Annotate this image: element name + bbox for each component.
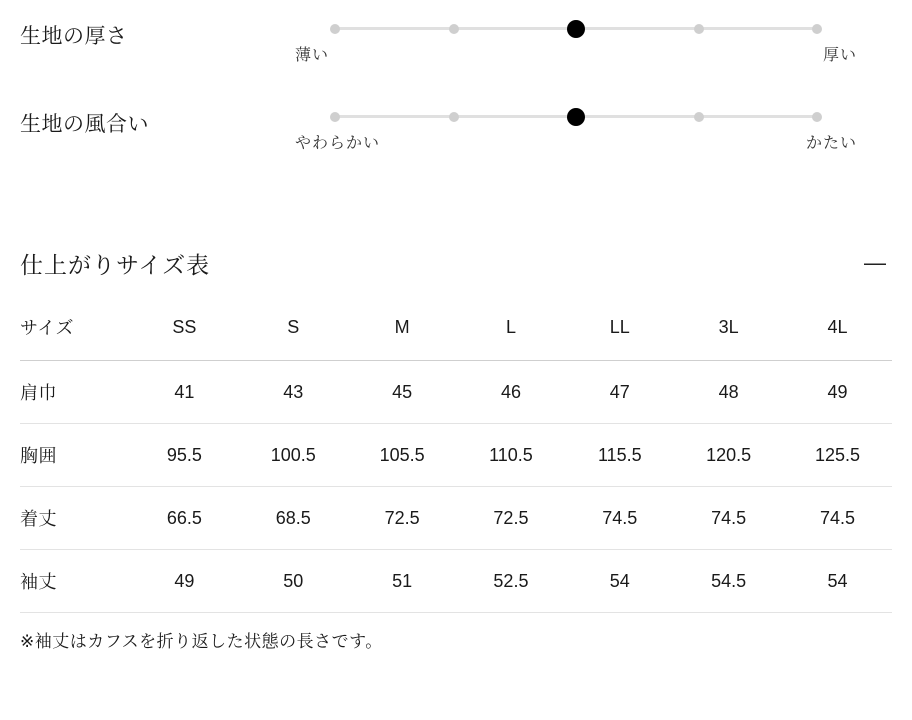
column-header: 3L: [674, 308, 783, 361]
table-header-row: [20, 308, 892, 361]
table-cell: 74.5: [674, 487, 783, 550]
scale-right-label: 厚い: [822, 47, 857, 64]
scale-dot: [330, 24, 340, 34]
table-cell: 43: [239, 361, 348, 424]
scale-dot: [330, 112, 340, 122]
table-cell: 50: [239, 550, 348, 613]
table-cell: 54.5: [674, 550, 783, 613]
scale-dots: [330, 106, 822, 127]
scale-dot: [812, 24, 822, 34]
scale-dot-active: [567, 108, 585, 126]
table-cell: 49: [130, 550, 239, 613]
table-row: [20, 424, 892, 487]
table-cell: 72.5: [348, 487, 457, 550]
table-cell: 100.5: [239, 424, 348, 487]
scale-dot: [449, 24, 459, 34]
size-table-note: ※袖丈はカフスを折り返した状態の長さです。: [20, 632, 383, 651]
row-header: 袖丈: [20, 550, 130, 613]
attribute-label: 生地の風合い: [20, 113, 149, 136]
attribute-label: 生地の厚さ: [20, 25, 128, 48]
scale-right-label: かたい: [805, 135, 857, 152]
row-header: 胸囲: [20, 424, 130, 487]
scale-dot-active: [567, 20, 585, 38]
table-row: [20, 550, 892, 613]
table-body: [20, 361, 892, 613]
table-cell: 41: [130, 361, 239, 424]
column-header: M: [348, 308, 457, 361]
column-header: S: [239, 308, 348, 361]
scale-dot: [694, 112, 704, 122]
scale-endpoints: [295, 130, 857, 153]
table-cell: 74.5: [565, 487, 674, 550]
scale-left-label: 薄い: [295, 47, 330, 64]
column-header: 4L: [783, 308, 892, 361]
scale-dot: [694, 24, 704, 34]
table-cell: 54: [783, 550, 892, 613]
scale-endpoints: [295, 42, 857, 65]
scale-left-label: やわらかい: [295, 135, 381, 152]
table-cell: 48: [674, 361, 783, 424]
table-cell: 125.5: [783, 424, 892, 487]
table-cell: 110.5: [457, 424, 566, 487]
table-row: [20, 487, 892, 550]
row-header: 着丈: [20, 487, 130, 550]
table-cell: 72.5: [457, 487, 566, 550]
collapse-minus-icon[interactable]: —: [864, 250, 886, 275]
table-cell: 52.5: [457, 550, 566, 613]
attribute-scale: [330, 106, 822, 128]
table-cell: 120.5: [674, 424, 783, 487]
column-header: LL: [565, 308, 674, 361]
table-header: [20, 308, 892, 361]
table-cell: 47: [565, 361, 674, 424]
table-cell: 68.5: [239, 487, 348, 550]
table-cell: 46: [457, 361, 566, 424]
table-cell: 45: [348, 361, 457, 424]
column-header: サイズ: [20, 308, 130, 361]
row-header: 肩巾: [20, 361, 130, 424]
table-cell: 115.5: [565, 424, 674, 487]
table-cell: 95.5: [130, 424, 239, 487]
table-cell: 49: [783, 361, 892, 424]
table-cell: 66.5: [130, 487, 239, 550]
table-cell: 54: [565, 550, 674, 613]
size-table-section-header[interactable]: [20, 236, 892, 290]
finished-size-table: [20, 308, 892, 613]
scale-dot: [449, 112, 459, 122]
table-cell: 74.5: [783, 487, 892, 550]
attribute-row-fabric-feel: [20, 88, 892, 176]
scale-dots: [330, 18, 822, 39]
column-header: SS: [130, 308, 239, 361]
scale-dot: [812, 112, 822, 122]
attribute-scale: [330, 18, 822, 40]
attribute-row-fabric-thickness: [20, 0, 892, 88]
table-cell: 105.5: [348, 424, 457, 487]
section-title: 仕上がりサイズ表: [20, 251, 211, 278]
table-row: [20, 361, 892, 424]
table-cell: 51: [348, 550, 457, 613]
column-header: L: [457, 308, 566, 361]
